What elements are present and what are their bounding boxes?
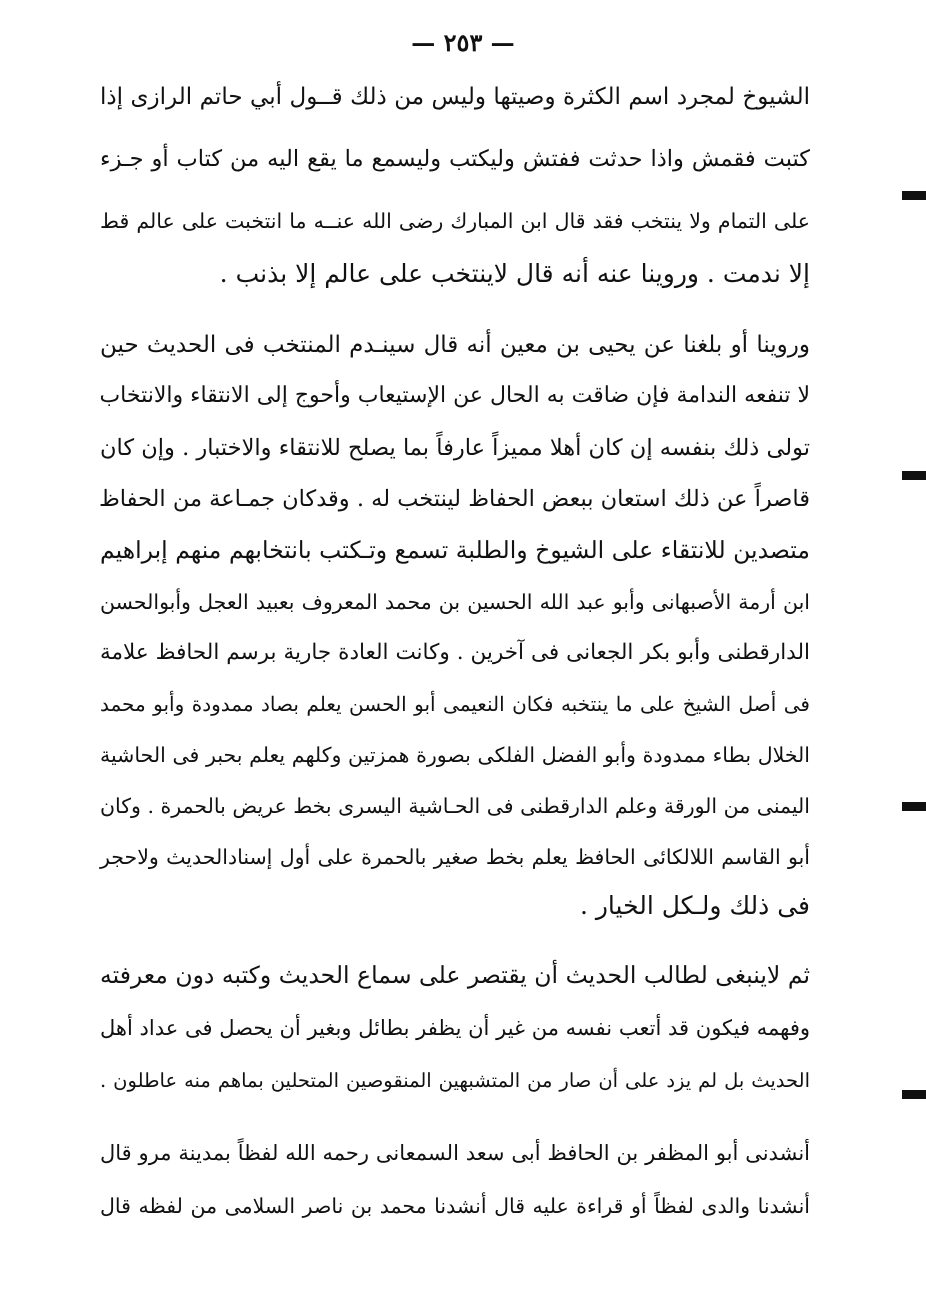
text-line: الخلال بطاء ممدودة وأبو الفضل الفلكى بصورة همزتين وكلهم يعلم بحبر فى الحاشية [100,743,810,767]
page-number: — ٢٥٣ — [411,28,515,57]
text-line: ثم لاينبغى لطالب الحديث أن يقتصر على سماع الحديث وكتبه دون معرفته [100,961,810,989]
text-line: متصدين للانتقاء على الشيوخ والطلبة تسمع وتـكتب بانتخابهم منهم إبراهيم [100,536,810,564]
text-line: فى ذلك ولـكل الخيار . [579,891,810,920]
text-line: ابن أرمة الأصبهانى وأبو عبد الله الحسين بن محمد المعروف بعبيد العجل وأبوالحسن [100,590,810,614]
scan-edge-mark [902,471,926,480]
scan-edge-mark [902,1090,926,1099]
text-line: الدارقطنى وأبو بكر الجعانى فى آخرين . وكانت العادة جارية برسم الحافظ علامة [100,640,810,665]
text-line: أبو القاسم اللالكائى الحافظ يعلم بخط صغير بالحمرة على أول إسنادالحديث ولاحجر [100,845,810,869]
text-line: فى أصل الشيخ على ما ينتخبه فكان النعيمى أبو الحسن يعلم بصاد ممدودة وأبو محمد [100,692,810,716]
scan-edge-mark [902,802,926,811]
text-line: على التمام ولا ينتخب فقد قال ابن المبارك رضى الله عنــه ما انتخبت على عالم قط [100,209,810,233]
scan-edge-mark [902,191,926,200]
text-line: قاصراً عن ذلك استعان ببعض الحفاظ لينتخب له . وقدكان جمـاعة من الحفاظ [98,486,810,512]
text-line: الحديث بل لم يزد على أن صار من المتشبهين المنقوصين المتحلين بماهم منه عاطلون . [100,1069,810,1092]
text-line: كتبت فقمش واذا حدثت ففتش وليكتب وليسمع ما يقع اليه من كتاب أو جـزء [100,146,810,172]
text-line: اليمنى من الورقة وعلم الدارقطنى فى الحـاشية اليسرى بخط عريض بالحمرة . وكان [99,794,810,818]
text-line: وروينا أو بلغنا عن يحيى بن معين أنه قال سينـدم المنتخب فى الحديث حين [100,332,810,358]
text-line: الشيوخ لمجرد اسم الكثرة وصيتها وليس من ذلك قــول أبي حاتم الرازى إذا [100,84,810,110]
text-line: لا تنفعه الندامة فإن ضاقت به الحال عن الإستيعاب وأحوج إلى الانتقاء والانتخاب [99,383,810,408]
text-line: وفهمه فيكون قد أتعب نفسه من غير أن يظفر بطائل وبغير أن يحصل فى عداد أهل [100,1016,810,1040]
text-line: أنشدنى أبو المظفر بن الحافظ أبى سعد السمعانى رحمه الله لفظاً بمدينة مرو قال [100,1141,810,1165]
text-line: إلا ندمت . وروينا عنه أنه قال لاينتخب على عالم إلا بذنب . [219,259,810,288]
text-line: تولى ذلك بنفسه إن كان أهلا مميزاً عارفاً بما يصلح للانتقاء والاختبار . وإن كان [100,435,810,461]
text-line: أنشدنا والدى لفظاً أو قراءة عليه قال أنشدنا محمد بن ناصر السلامى من لفظه قال [100,1194,810,1218]
